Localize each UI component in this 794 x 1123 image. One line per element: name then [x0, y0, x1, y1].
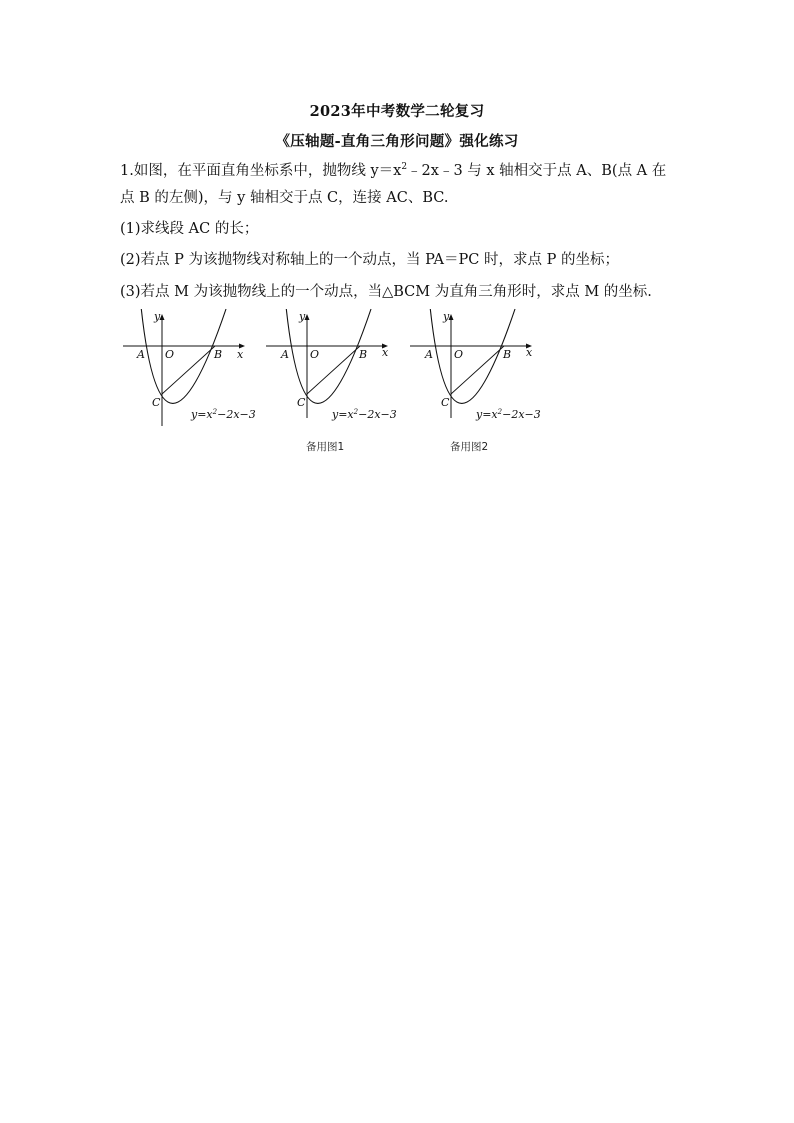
question-part-1: (1)求线段 AC 的长；: [120, 221, 259, 237]
label-a: A: [425, 348, 433, 361]
question-line-1-prefix: 1.如图，在平面直角坐标系中，抛物线 y＝x: [120, 162, 402, 179]
label-b: B: [214, 348, 223, 361]
y-axis-arrow: [160, 314, 165, 320]
question-part-3: (3)若点 M 为该抛物线上的一个动点，当△BCM 为直角三角形时，求点 M 的坐标.: [120, 284, 652, 300]
figure-main: [118, 306, 263, 431]
label-o: O: [310, 348, 320, 361]
label-b: B: [359, 348, 368, 361]
label-o: O: [454, 348, 464, 361]
figure-spare-2: [408, 306, 553, 431]
equation-label: $y=x^2-2x-3$: [332, 408, 397, 421]
caption-spare-figure-2: 备用图2: [450, 441, 489, 453]
label-y: y: [154, 310, 161, 323]
label-x: x: [382, 346, 389, 359]
y-axis-arrow: [305, 314, 310, 320]
label-y: y: [299, 310, 306, 323]
label-c: C: [441, 396, 450, 409]
label-o: O: [165, 348, 175, 361]
page-title-line-2: 《压轴题-直角三角形问题》强化练习: [275, 133, 519, 150]
question-line-2: 点 B 的左侧)，与 y 轴相交于点 C，连接 AC、BC.: [120, 190, 449, 206]
figures-row: [118, 306, 558, 456]
question-part-2: (2)若点 P 为该抛物线对称轴上的一个动点，当 PA＝PC 时，求点 P 的坐标；: [120, 252, 619, 268]
equation-label: $y=x^2-2x-3$: [191, 408, 256, 421]
label-a: A: [281, 348, 289, 361]
label-x: x: [237, 348, 244, 361]
label-y: y: [443, 310, 450, 323]
page-title-line-1: 2023年中考数学二轮复习: [309, 103, 485, 120]
label-c: C: [297, 396, 306, 409]
label-x: x: [526, 346, 533, 359]
label-a: A: [137, 348, 145, 361]
question-exponent: 2: [401, 162, 408, 172]
figure-spare-1: [264, 306, 409, 431]
question-line-1: [120, 157, 680, 181]
label-c: C: [152, 396, 161, 409]
caption-spare-figure-1: 备用图1: [306, 441, 345, 453]
equation-label: $y=x^2-2x-3$: [476, 408, 541, 421]
question-line-1-suffix: ﹣2x﹣3 与 x 轴相交于点 A、B(点 A 在: [407, 162, 667, 179]
label-b: B: [503, 348, 512, 361]
y-axis-arrow: [449, 314, 454, 320]
